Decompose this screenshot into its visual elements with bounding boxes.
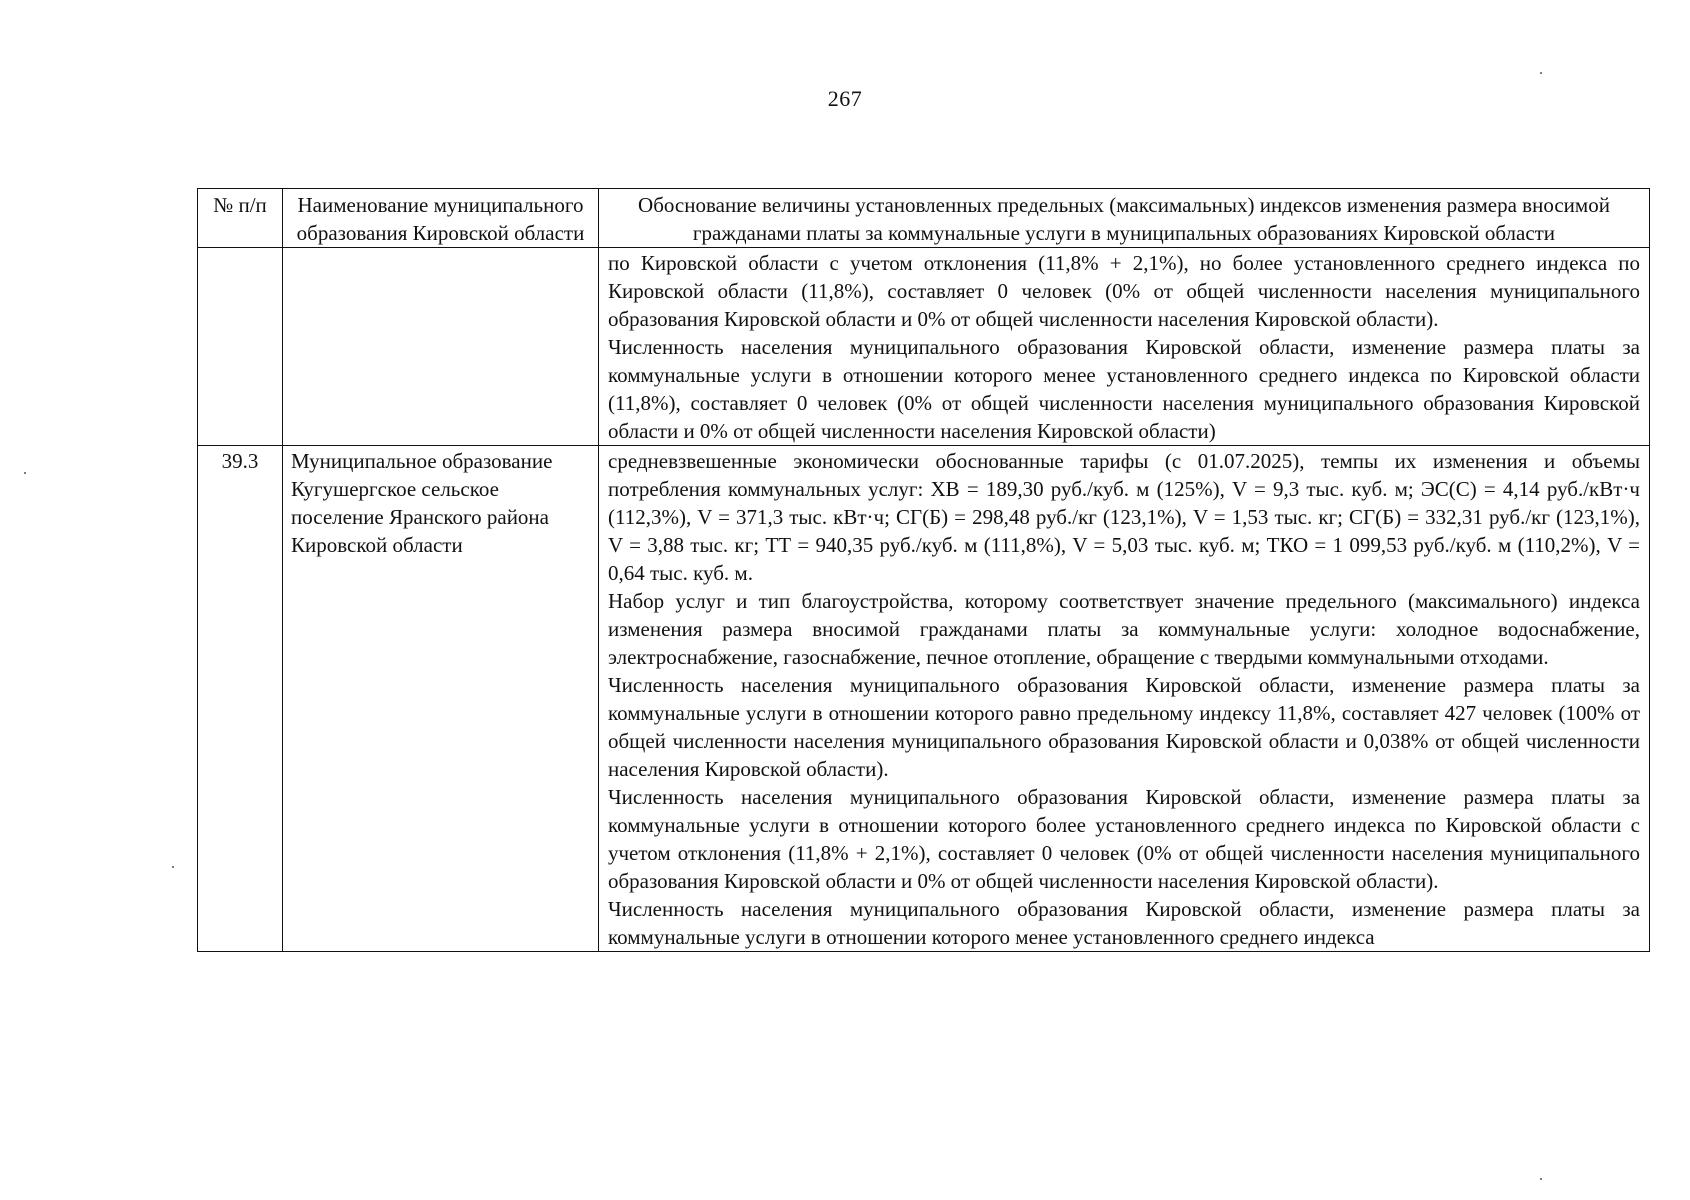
header-number: № п/п [198, 189, 283, 248]
header-municipality-name: Наименование муниципального образования Кировской области [283, 189, 599, 248]
table-header-row [198, 189, 1650, 248]
table-row [198, 446, 1650, 952]
table-row [198, 248, 1650, 446]
municipality-name [283, 248, 599, 446]
scan-speck [24, 472, 26, 474]
justification-cell [599, 248, 1650, 446]
municipality-name: Муниципальное образование Кугушергское сельское поселение Яранского района Кировской области [283, 446, 599, 952]
justification-paragraph: Численность населения муниципального образования Кировской области, изменение размера платы за коммунальные услуги в отношении которого равно предельному индексу 11,8%, составляет 427 человек (100% от общей численности населения муниципального образования Кировской области и 0,038% от общей численности населения Кировской области). [608, 673, 1640, 781]
indices-table [197, 188, 1650, 952]
justification-paragraph: Набор услуг и тип благоустройства, которому соответствует значение предельного (максимального) индекса изменения размера вносимой гражданами платы за коммунальные услуги: холодное водоснабжение, электроснабжение, газоснабжение, печное отопление, обращение с твердыми коммунальными отходами. [608, 589, 1640, 669]
row-number: 39.3 [198, 446, 283, 952]
scan-speck [1540, 1178, 1542, 1180]
justification-paragraph: Численность населения муниципального образования Кировской области, изменение размера платы за коммунальные услуги в отношении которого более установленного среднего индекса по Кировской области с учетом отклонения (11,8% + 2,1%), составляет 0 человек (0% от общей численности населения муниципального образования Кировской области и 0% от общей численности населения Кировской области). [608, 785, 1640, 893]
justification-paragraph: Численность населения муниципального образования Кировской области, изменение размера платы за коммунальные услуги в отношении которого менее установленного среднего индекса по Кировской области (11,8%), составляет 0 человек (0% от общей численности населения муниципального образования Кировской области и 0% от общей численности населения Кировской области) [608, 335, 1640, 443]
row-number [198, 248, 283, 446]
scan-speck [1540, 72, 1542, 74]
scan-speck [172, 866, 174, 868]
justification-paragraph: средневзвешенные экономически обоснованные тарифы (с 01.07.2025), темпы их изменения и объемы потребления коммунальных услуг: ХВ = 189,30 руб./куб. м (125%), V = 9,3 тыс. куб. м; ЭС(С) = 4,14 руб./кВт·ч (112,3%), V = 371,3 тыс. кВт·ч; СГ(Б) = 298,48 руб./кг (123,1%), V = 1,53 тыс. кг; СГ(Б) = 332,31 руб./кг (123,1%), V = 3,88 тыс. кг; ТТ = 940,35 руб./куб. м (111,8%), V = 5,03 тыс. куб. м; ТКО = 1 099,53 руб./куб. м (110,2%), V = 0,64 тыс. куб. м. [608, 449, 1640, 585]
header-justification: Обоснование величины установленных предельных (максимальных) индексов изменения размера вносимой гражданами платы за коммунальные услуги в муниципальных образованиях Кировской области [599, 189, 1650, 248]
justification-paragraph: по Кировской области с учетом отклонения (11,8% + 2,1%), но более установленного среднего индекса по Кировской области (11,8%), составляет 0 человек (0% от общей численности населения муниципального образования Кировской области и 0% от общей численности населения Кировской области). [608, 251, 1640, 331]
page-number: 267 [827, 86, 863, 111]
justification-cell [599, 446, 1650, 952]
justification-paragraph: Численность населения муниципального образования Кировской области, изменение размера платы за коммунальные услуги в отношении которого менее установленного среднего индекса [608, 897, 1640, 949]
